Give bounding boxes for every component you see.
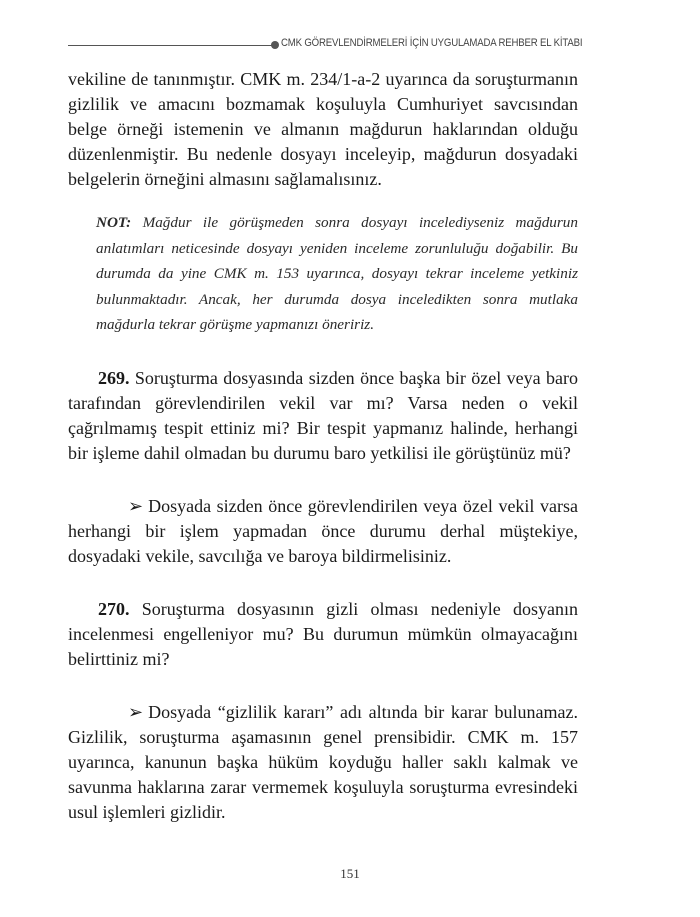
- arrow-bullet-icon: ➢: [128, 701, 144, 722]
- question-number: 270.: [98, 598, 130, 619]
- header-title: CMK GÖREVLENDİRMELERİ İÇİN UYGULAMADA REHBER EL KİTABI: [281, 37, 583, 49]
- answer-269: [68, 494, 578, 569]
- question-270: [68, 597, 578, 672]
- header-bullet-dot: [271, 41, 279, 49]
- note-box: [96, 210, 578, 338]
- note-text: Mağdur ile görüşmeden sonra dosyayı incelediyseniz mağdurun anlatımları neticesinde dosyayı yeniden inceleme zorunluluğu doğabilir. Bu durumda da yine CMK m. 153 uyarınca, dosyayı tekrar inceleme yetkiniz bulunmaktadır. Ancak, her durumda dosya inceledikten sonra mutlaka mağdurla tekrar görüşme yapmanızı öneririz.: [96, 214, 578, 333]
- page-body: [68, 67, 578, 825]
- question-text: Soruşturma dosyasının gizli olması nedeniyle dosyanın incelenmesi engelleniyor mu? Bu durumun mümkün olmayacağını belirttiniz mi?: [68, 598, 578, 669]
- question-number: 269.: [98, 367, 130, 388]
- answer-text: Dosyada “gizlilik kararı” adı altında bir karar bulunamaz. Gizlilik, soruşturma aşamasının genel prensibidir. CMK m. 157 uyarınca, kanunun başka hüküm koyduğu haller saklı kalmak ve savunma haklarına zarar vermemek koşuluyla soruşturma evresindeki usul işlemleri gizlidir.: [68, 701, 578, 822]
- question-text: Soruşturma dosyasında sizden önce başka bir özel veya baro tarafından görevlendirilen vekil var mı? Varsa neden o vekil çağrılmamış tespit ettiniz mi? Bir tespit yapmanız halinde, herhangi bir işleme dahil olmadan bu durumu baro yetkilisi ile görüştünüz mü?: [68, 367, 578, 463]
- arrow-bullet-icon: ➢: [128, 495, 144, 516]
- answer-text: Dosyada sizden önce görevlendirilen veya özel vekil varsa herhangi bir işlem yapmadan önce durumu derhal müştekiye, dosyadaki vekile, savcılığa ve baroya bildirmelisiniz.: [68, 495, 578, 566]
- answer-270: [68, 700, 578, 825]
- intro-paragraph: vekiline de tanınmıştır. CMK m. 234/1-a-2 uyarınca da soruşturmanın gizlilik ve amacını bozmamak koşuluyla Cumhuriyet savcısından belge örneği istemenin ve almanın mağdurun haklarından olduğu düzenlenmiştir. Bu nedenle dosyayı inceleyip, mağdurun dosyadaki belgelerin örneğini almasını sağlamalısınız.: [68, 69, 578, 189]
- question-269: [68, 366, 578, 466]
- note-label: NOT:: [96, 214, 132, 231]
- running-header: [68, 37, 630, 55]
- header-rule: [68, 45, 274, 46]
- page-number: 151: [340, 866, 360, 881]
